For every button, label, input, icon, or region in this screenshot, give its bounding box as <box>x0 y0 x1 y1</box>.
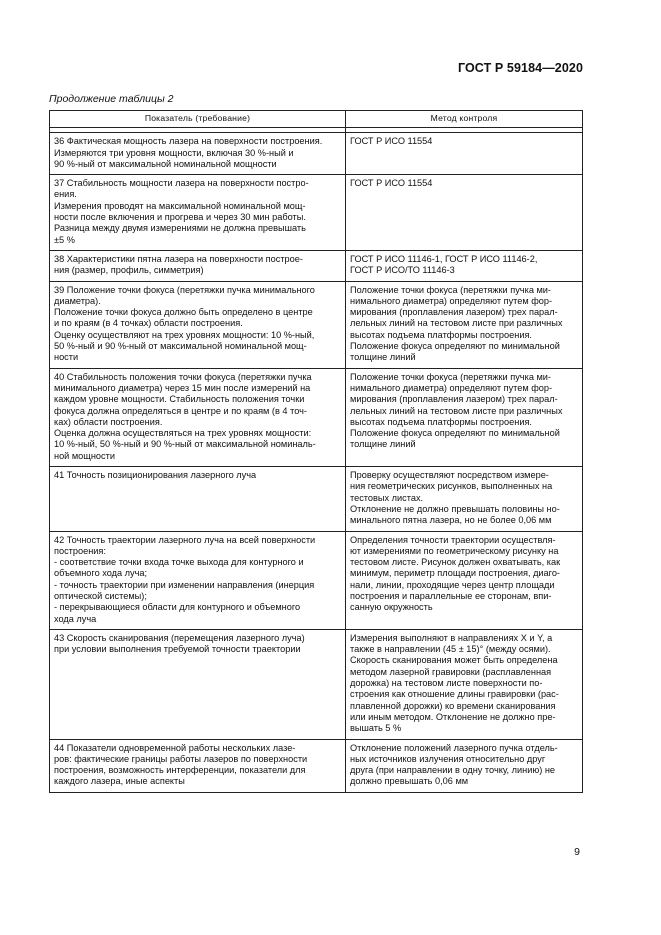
method-text-line: Отклонение не должно превышать половины но- <box>350 503 560 514</box>
method-cell <box>346 250 583 281</box>
method-cell <box>346 629 583 739</box>
method-text-line: санную окружность <box>350 602 433 613</box>
method-text-line: нали, линии, проходящие через центр площади <box>350 579 555 590</box>
indicator-text-line: 40 Стабильность положения точки фокуса (перетяжки пучка <box>54 371 312 382</box>
indicator-text-line: 39 Положение точки фокуса (перетяжки пучка минимального <box>54 284 315 295</box>
indicator-text-line: Измеряются три уровня мощности, включая 30 %-ный и <box>54 147 294 158</box>
method-text-line: Положение точки фокуса (перетяжки пучка ми- <box>350 371 551 382</box>
indicator-text-line: ения. <box>54 189 77 200</box>
method-text-line: ГОСТ Р ИСО 11146-1, ГОСТ Р ИСО 11146-2, <box>350 253 538 264</box>
method-text-line: минимум, периметр площади построения, диаго- <box>350 568 560 579</box>
indicator-text-line: Положение точки фокуса должно быть определено в центре <box>54 307 313 318</box>
table-header-row <box>50 111 583 128</box>
method-text-line: ГОСТ Р ИСО/ТО 11146-3 <box>350 265 455 276</box>
method-text-line: тестовом листе. Рисунок должен охватывать, как <box>350 557 561 568</box>
indicator-text-line: 44 Показатели одновременной работы нескольких лазе- <box>54 742 296 753</box>
method-cell <box>346 739 583 792</box>
table-row <box>50 531 583 629</box>
indicator-text-line: фокуса должна определяться в центре и по краям (в 4 точ- <box>54 405 307 416</box>
method-text-line: строения как отношение длины гравировки (рас- <box>350 689 559 700</box>
indicator-text-line: ±5 % <box>54 234 75 245</box>
indicator-text-line: Оценка должна осуществляться на трех уровнях мощности: <box>54 428 312 439</box>
method-text-line: Положение точки фокуса (перетяжки пучка ми- <box>350 284 551 295</box>
method-text-line: ния геометрических рисунков, выполненных на <box>350 481 553 492</box>
indicator-cell <box>50 739 346 792</box>
indicator-text-line: - соответствие точки входа точке выхода для контурного и <box>54 557 304 568</box>
method-text-line: методом лазерной гравировки (расплавленная <box>350 666 552 677</box>
page-number: 9 <box>574 846 580 858</box>
method-text-line: друга (при направлении в одну точку, линию) не <box>350 765 556 776</box>
indicator-text-line: ках) области построения. <box>54 416 163 427</box>
indicator-text-line: ров: фактические границы работы лазеров по поверхности <box>54 753 308 764</box>
method-text-line: Скорость сканирования может быть определена <box>350 655 558 666</box>
column-header-method: Метод контроля <box>346 111 583 128</box>
table-row <box>50 133 583 175</box>
method-cell <box>346 281 583 368</box>
table-row <box>50 281 583 368</box>
indicator-cell <box>50 133 346 175</box>
indicator-text-line: 10 %-ный, 50 %-ный и 90 %-ный от максимальной номиналь- <box>54 439 316 450</box>
table-body <box>50 128 583 792</box>
indicator-text-line: объемного хода луча; <box>54 568 148 579</box>
method-text-line: Положение фокуса определяют по минимальной <box>350 341 560 352</box>
method-cell <box>346 368 583 466</box>
table-row <box>50 250 583 281</box>
indicator-text-line: 38 Характеристики пятна лазера на поверхности построе- <box>54 253 303 264</box>
indicator-cell <box>50 368 346 466</box>
method-text-line: ГОСТ Р ИСО 11554 <box>350 136 433 147</box>
method-text-line: Отклонение положений лазерного пучка отдель- <box>350 742 558 753</box>
indicator-text-line: - точность траектории при изменении направления (инерция <box>54 579 315 590</box>
indicator-text-line: построения: <box>54 545 106 556</box>
table-row <box>50 175 583 251</box>
method-text-line: дорожка) на тестовом листе поверхности по- <box>350 678 543 689</box>
indicator-text-line: 43 Скорость сканирования (перемещения лазерного луча) <box>54 632 305 643</box>
method-text-line: плавленной дорожки) ко времени сканирования <box>350 700 556 711</box>
indicator-text-line: Измерения проводят на максимальной номинальной мощ- <box>54 200 306 211</box>
indicator-text-line: построения, возможность интерференции, показатели для <box>54 765 306 776</box>
method-text-line: мирования (проплавления лазером) трех парал- <box>350 394 558 405</box>
table-row <box>50 629 583 739</box>
table-row <box>50 368 583 466</box>
indicator-text-line: 42 Точность траектории лазерного луча на всей поверхности <box>54 534 316 545</box>
indicator-text-line: 36 Фактическая мощность лазера на поверхности построения. <box>54 136 323 147</box>
indicator-cell <box>50 175 346 251</box>
table-row <box>50 467 583 531</box>
method-text-line: ных источников излучения относительно друг <box>350 753 546 764</box>
indicator-text-line: при условии выполнения требуемой точности траектории <box>54 644 301 655</box>
indicator-text-line: каждом уровне мощности. Стабильность положения точки <box>54 394 305 405</box>
method-text-line: высотах подъема платформы построения. <box>350 416 532 427</box>
method-text-line: минального пятна лазера, но не более 0,06 мм <box>350 515 552 526</box>
method-cell <box>346 467 583 531</box>
indicator-text-line: ности <box>54 352 79 363</box>
method-cell <box>346 175 583 251</box>
indicator-text-line: хода луча <box>54 613 97 624</box>
indicator-cell <box>50 250 346 281</box>
method-text-line: лельных линий на тестовом листе при различных <box>350 405 563 416</box>
method-text-line: построения и параллельные ее сторонам, впи- <box>350 590 552 601</box>
indicator-cell <box>50 629 346 739</box>
indicator-text-line: Оценку осуществляют на трех уровнях мощности: 10 %-ный, <box>54 329 315 340</box>
indicator-cell <box>50 467 346 531</box>
indicator-text-line: диаметра). <box>54 295 101 306</box>
indicator-text-line: 37 Стабильность мощности лазера на поверхности постро- <box>54 178 309 189</box>
method-text-line: толщине линий <box>350 352 416 363</box>
requirements-table <box>49 110 583 793</box>
indicator-cell <box>50 531 346 629</box>
table-caption: Продолжение таблицы 2 <box>49 93 174 105</box>
indicator-cell <box>50 281 346 368</box>
method-text-line: Определения точности траектории осуществля- <box>350 534 556 545</box>
method-text-line: Положение фокуса определяют по минимальной <box>350 428 560 439</box>
indicator-text-line: и по краям (в 4 точках) области построения. <box>54 318 243 329</box>
method-text-line: ГОСТ Р ИСО 11554 <box>350 178 433 189</box>
method-text-line: Измерения выполняют в направлениях X и Y, а <box>350 632 553 643</box>
method-cell <box>346 531 583 629</box>
method-text-line: нимального диаметра) определяют путем фор- <box>350 382 553 393</box>
indicator-text-line: 50 %-ный и 90 %-ный от максимальной номинальной мощ- <box>54 341 307 352</box>
table-row <box>50 739 583 792</box>
method-text-line: также в направлении (45 ± 15)° (между осями). <box>350 644 551 655</box>
column-header-indicator: Показатель (требование) <box>50 111 346 128</box>
indicator-text-line: ния (размер, профиль, симметрия) <box>54 265 204 276</box>
method-text-line: нимального диаметра) определяют путем фор- <box>350 295 553 306</box>
indicator-text-line: ности после включения и прогрева и через 30 мин работы. <box>54 212 306 223</box>
method-text-line: или иным методом. Отклонение не должно пре- <box>350 711 556 722</box>
method-text-line: толщине линий <box>350 439 416 450</box>
method-cell <box>346 133 583 175</box>
method-text-line: ют измерениями по геометрическому рисунку на <box>350 545 559 556</box>
standard-number: ГОСТ Р 59184—2020 <box>457 61 583 75</box>
indicator-text-line: Разница между двумя измерениями не должна превышать <box>54 223 306 234</box>
indicator-text-line: 90 %-ный от максимальной номинальной мощности <box>54 158 277 169</box>
method-text-line: высотах подъема платформы построения. <box>350 329 532 340</box>
indicator-text-line: ной мощности <box>54 450 115 461</box>
indicator-text-line: оптической системы); <box>54 590 147 601</box>
method-text-line: должно превышать 0,06 мм <box>350 776 469 787</box>
method-text-line: мирования (проплавления лазером) трех парал- <box>350 307 558 318</box>
indicator-text-line: 41 Точность позиционирования лазерного луча <box>54 470 257 481</box>
method-text-line: тестовых листах. <box>350 492 424 503</box>
indicator-text-line: - перекрывающиеся области для контурного и объемного <box>54 602 301 613</box>
method-text-line: Проверку осуществляют посредством измере- <box>350 470 549 481</box>
method-text-line: вышать 5 % <box>350 723 402 734</box>
indicator-text-line: минимального диаметра) через 15 мин после измерений на <box>54 382 311 393</box>
indicator-text-line: каждого лазера, иные аспекты <box>54 776 185 787</box>
method-text-line: лельных линий на тестовом листе при различных <box>350 318 563 329</box>
